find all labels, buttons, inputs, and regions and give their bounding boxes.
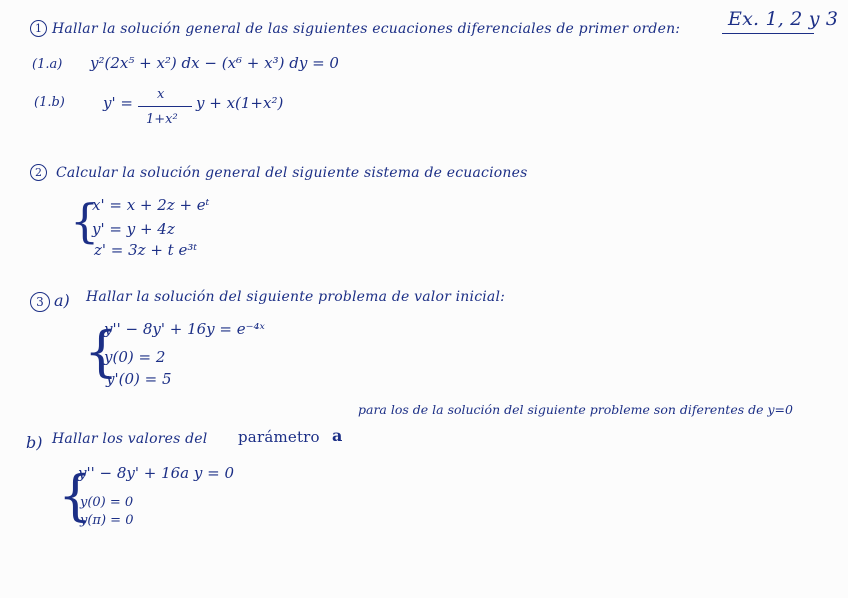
- exercise-3a-title: Hallar la solución del siguiente problema de valor inicial:: [86, 289, 506, 305]
- exercise-3b-eq1: y'' − 8y' + 16a y = 0: [78, 464, 234, 482]
- exercise-1a-equation: y²(2x⁵ + x²) dx − (x⁶ + x³) dy = 0: [90, 54, 339, 72]
- exercise-3-number: 3: [30, 292, 50, 312]
- exercise-2-number: 2: [30, 164, 47, 181]
- exercise-1a-label: (1.a): [32, 57, 63, 72]
- exercise-1b-numerator: x: [157, 87, 165, 102]
- exercise-1b-rhs: y + x(1+x²): [196, 94, 284, 112]
- exercise-3a-eq2: y(0) = 2: [104, 348, 166, 366]
- exercise-1-number: 1: [30, 20, 47, 37]
- exercise-3b-title-part2: para los de la solución del siguiente probleme son diferentes de y=0: [358, 402, 793, 417]
- exercise-3a-label: a): [54, 291, 70, 310]
- exercise-3a-eq1: y'' − 8y' + 16y = e⁻⁴ˣ: [104, 320, 265, 338]
- exercise-1b-label: (1.b): [34, 95, 65, 110]
- exercise-3b-title-part1: Hallar los valores del: [52, 431, 208, 447]
- exercise-2-title: Calcular la solución general del siguiente sistema de ecuaciones: [56, 165, 528, 181]
- exercise-3a-eq3: y'(0) = 5: [106, 370, 172, 388]
- exercise-1b-denominator: 1+x²: [146, 112, 178, 127]
- exercise-3b-title-parameter-symbol: a: [332, 426, 343, 445]
- exercise-3a-brace: {: [84, 320, 119, 383]
- exercise-1b-fraction-bar: [138, 106, 192, 107]
- exam-label-underline: [722, 33, 814, 34]
- exercise-2-brace: {: [70, 194, 100, 248]
- exercise-3b-title-parameter-word: parámetro: [238, 428, 320, 446]
- exercise-2-eq2: y' = y + 4z: [92, 220, 175, 238]
- exercise-1-title: Hallar la solución general de las siguientes ecuaciones diferenciales de primer orden:: [52, 21, 681, 37]
- exercise-2-eq3: z' = 3z + t e³ᵗ: [94, 241, 198, 259]
- exercise-3b-label: b): [26, 433, 43, 452]
- exam-label: Ex. 1, 2 y 3: [728, 8, 839, 30]
- exercise-3b-eq2: y(0) = 0: [80, 495, 134, 510]
- exercise-3b-brace: {: [58, 464, 93, 527]
- exercise-2-eq1: x' = x + 2z + eᵗ: [92, 196, 210, 214]
- exercise-1b-lhs: y' =: [103, 94, 133, 112]
- exercise-3b-eq3: y(π) = 0: [80, 513, 134, 528]
